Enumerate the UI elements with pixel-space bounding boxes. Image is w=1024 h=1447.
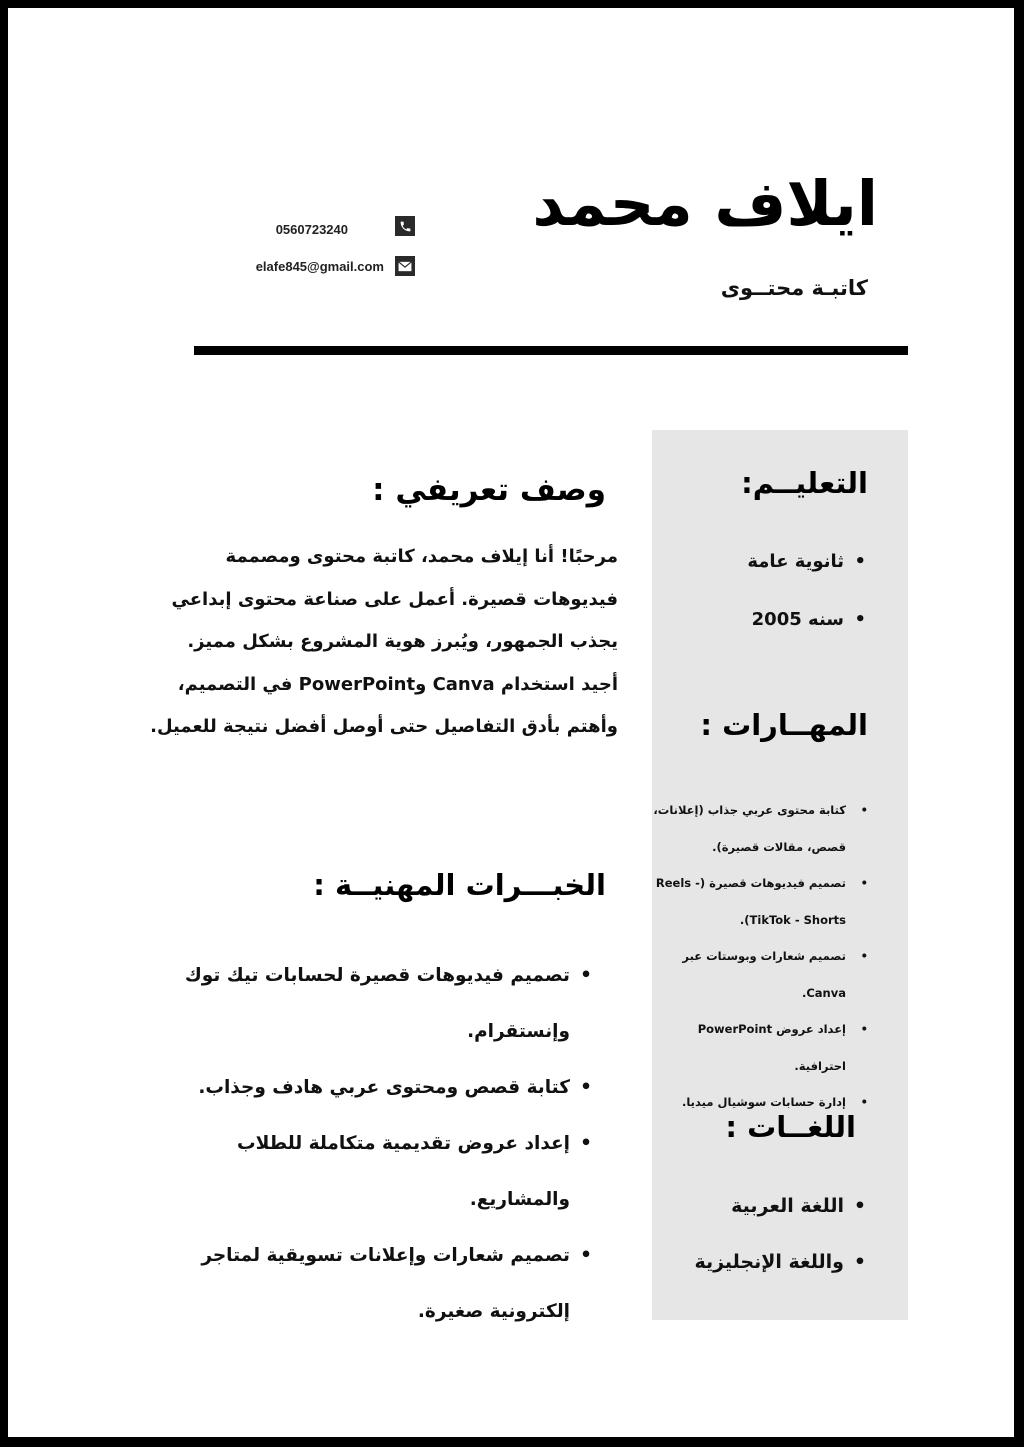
language-item: • واللغة الإنجليزية — [668, 1234, 868, 1290]
job-title: كاتبـة محتــوى — [720, 276, 868, 300]
experience-list — [138, 948, 594, 1340]
skill-item: • كتابة محتوى عربي جذاب (إعلانات، قصص، مقالات قصيرة). — [648, 792, 870, 865]
resume-page — [8, 8, 1014, 1437]
education-list — [668, 533, 868, 649]
phone-number[interactable]: 0560723240 — [275, 222, 348, 237]
experience-item: • كتابة قصص ومحتوى عربي هادف وجذاب. — [138, 1060, 594, 1116]
skills-list — [648, 792, 870, 1121]
experience-item: • تصميم فيديوهات قصيرة لحسابات تيك توك وإنستقرام. — [138, 948, 594, 1060]
experience-item: • إعداد عروض تقديمية متكاملة للطلاب والمشاريع. — [138, 1116, 594, 1228]
experience-heading: الخبـــرات المهنيــة : — [313, 868, 606, 902]
envelope-icon — [395, 256, 415, 276]
education-item: • سنه 2005 — [668, 591, 868, 649]
education-heading: التعليــم: — [741, 466, 868, 500]
skill-item: • تصميم شعارات وبوستات عبر Canva. — [648, 938, 870, 1011]
about-heading: وصف تعريفي : — [372, 472, 606, 508]
skill-item: • إدارة حسابات سوشيال ميديا. — [648, 1084, 870, 1121]
candidate-name: ايلاف محمد — [532, 167, 878, 240]
about-text: مرحبًا! أنا إيلاف محمد، كاتبة محتوى ومصممة فيديوهات قصيرة. أعمل على صناعة محتوى إبداعي يجذب الجمهور، ويُبرز هوية المشروع بشكل مميز. أجيد استخدام Canva وPowerPoint في التصميم، وأهتم بأدق التفاصيل حتى أوصل أفضل نتيجة للعميل. — [150, 546, 618, 737]
skill-item: • تصميم فيديوهات قصيرة (- Reels TikTok - Shorts). — [648, 865, 870, 938]
skill-item: • إعداد عروض PowerPoint احترافية. — [648, 1011, 870, 1084]
language-item: • اللغة العربية — [668, 1178, 868, 1234]
education-item: • ثانوية عامة — [668, 533, 868, 591]
phone-icon — [395, 216, 415, 236]
skills-heading: المهــارات : — [700, 708, 868, 742]
experience-item: • تصميم شعارات وإعلانات تسويقية لمتاجر إلكترونية صغيرة. — [138, 1228, 594, 1340]
email-address[interactable]: elafe845@gmail.com — [255, 259, 384, 274]
languages-heading: اللغــات : — [725, 1110, 856, 1144]
header-divider — [194, 346, 908, 355]
languages-list — [668, 1178, 868, 1290]
